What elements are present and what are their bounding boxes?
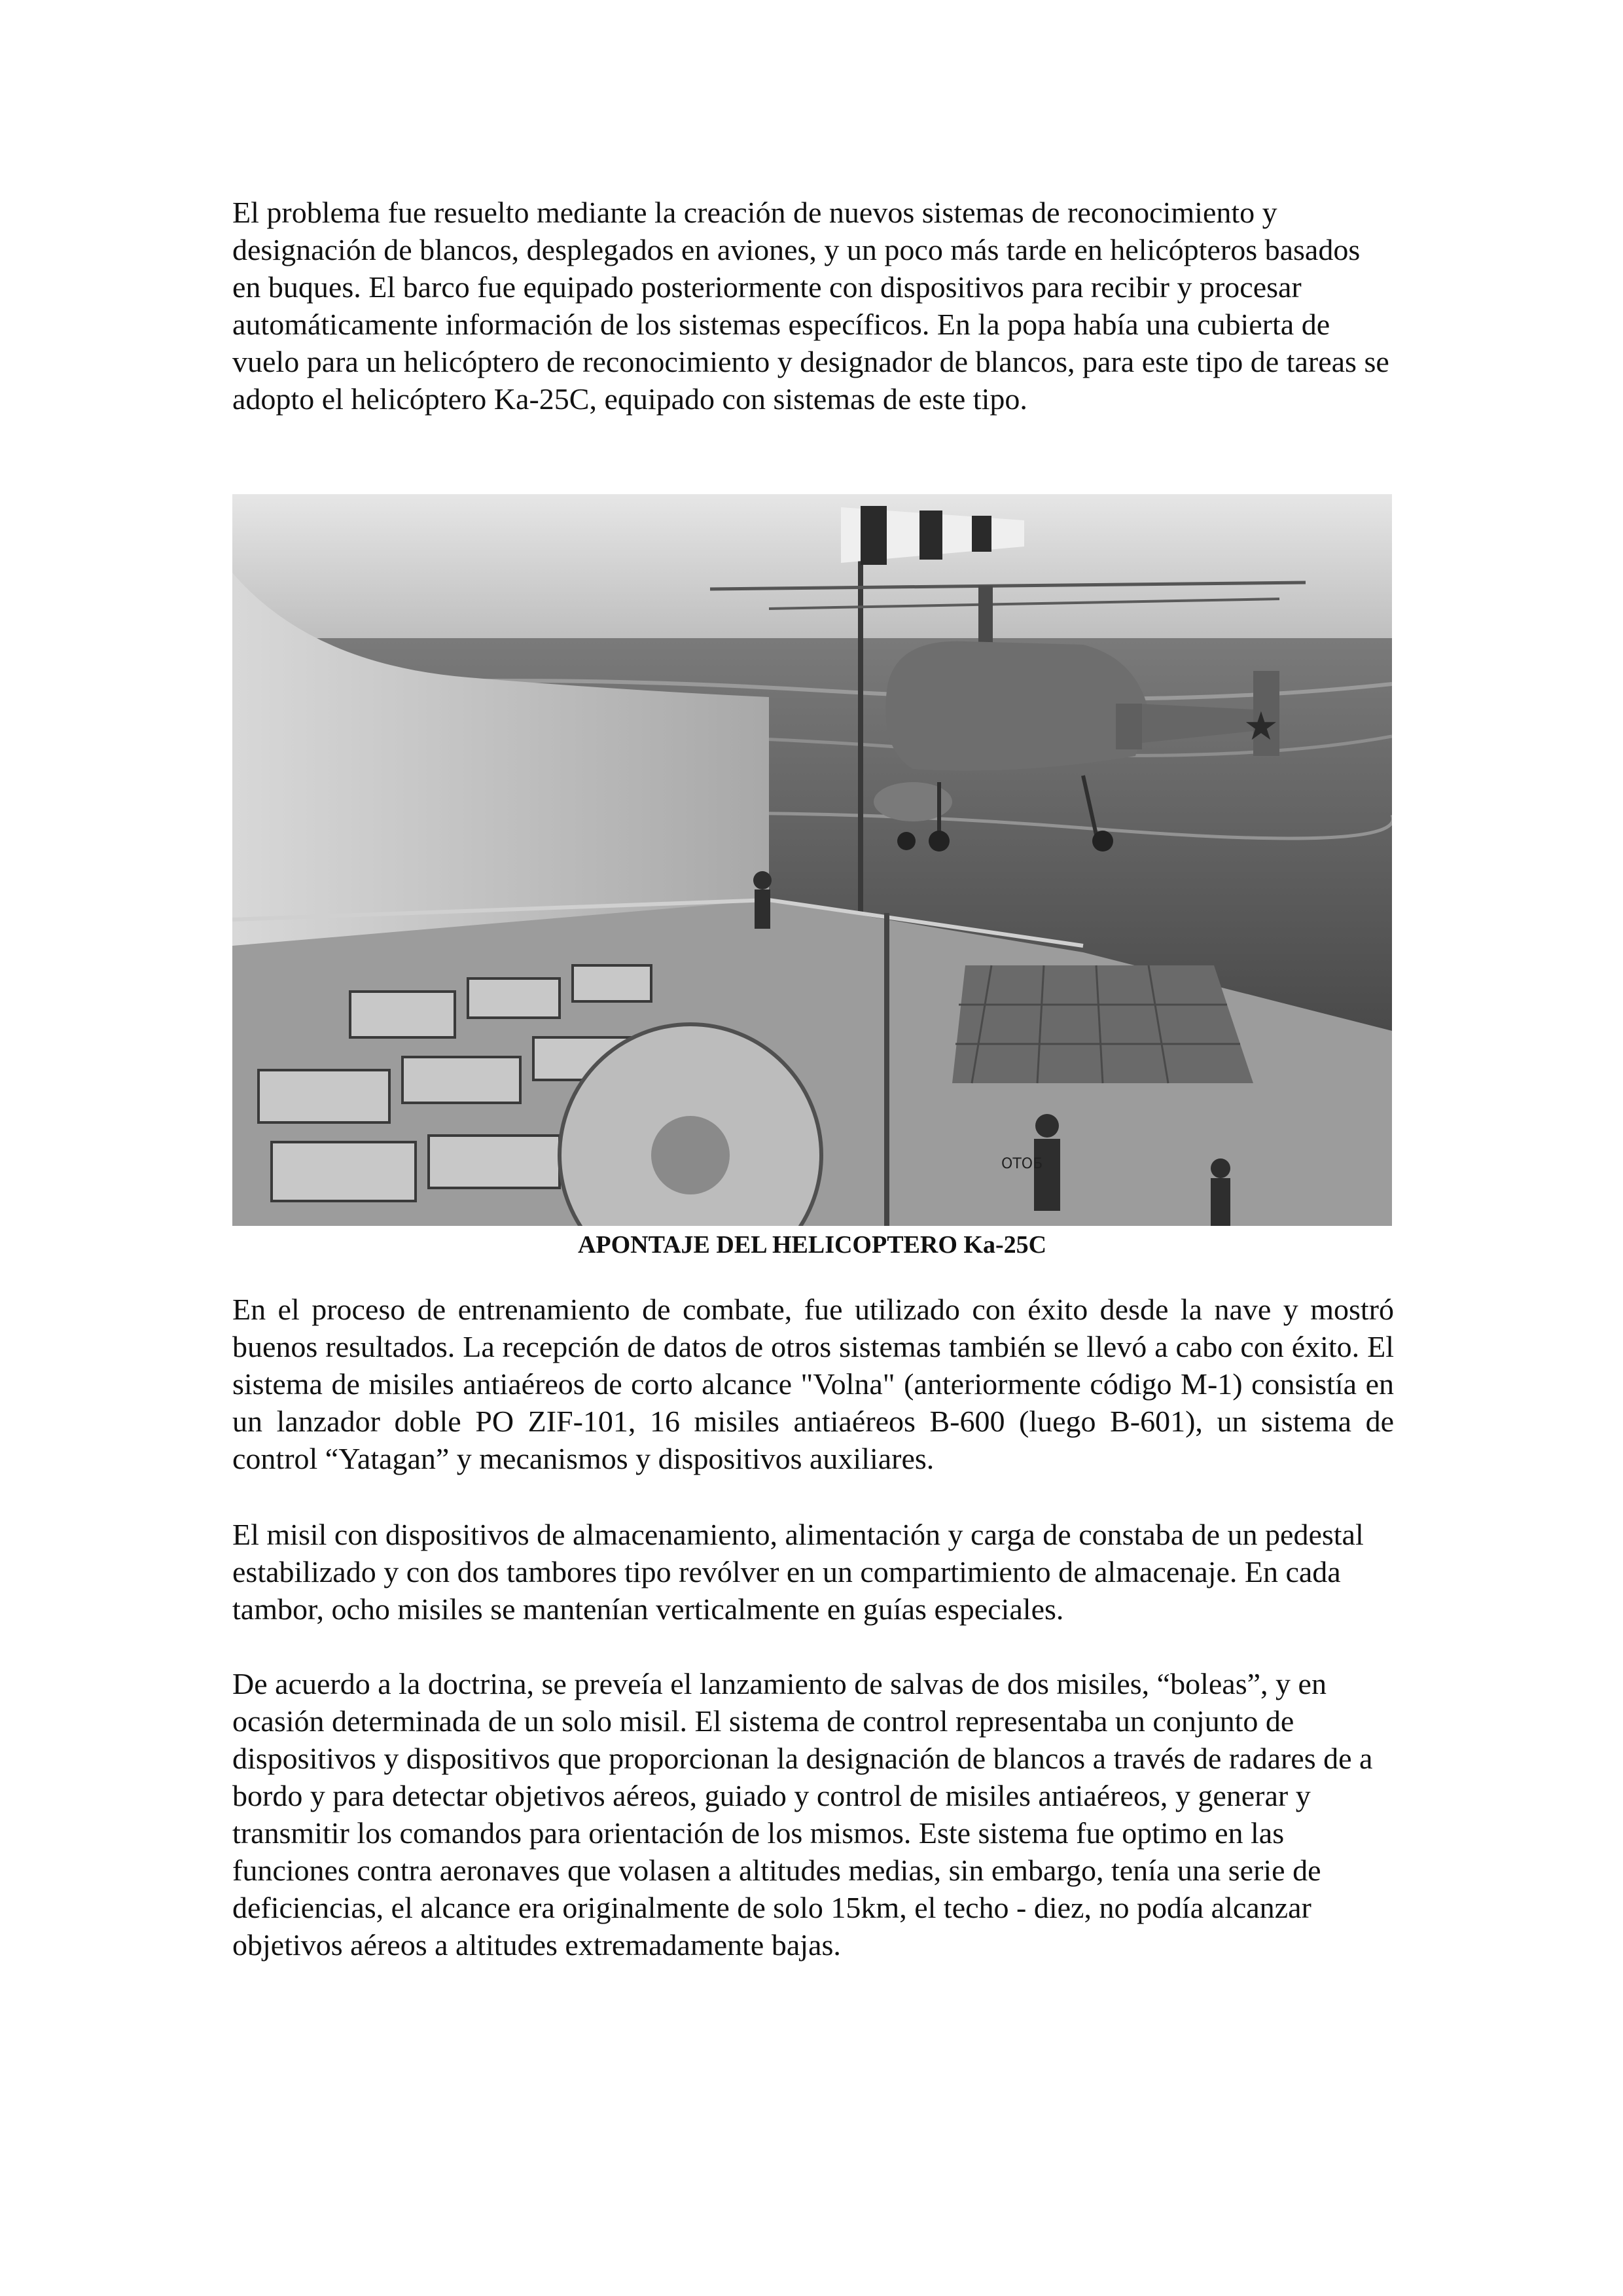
paragraph-launcher: El misil con dispositivos de almacenamiento, alimentación y carga de constaba de un pedestal estabilizado y con dos tambores tipo revólver en un compartimiento de almacenaje. En cada tambor, ocho misiles se mantenían verticalmente en guías especiales. [232, 1518, 1364, 1626]
paragraph-intro: El problema fue resuelto mediante la creación de nuevos sistemas de reconocimiento y designación de blancos, desplegados en aviones, y un poco más tarde en helicópteros basados en buques. El barco fue equipado posteriormente con dispositivos para recibir y procesar automáticamente información de los sistemas específicos. En la popa había una cubierta de vuelo para un helicóptero de reconocimiento y designador de blancos, para este tipo de tareas se adopto el helicóptero Ka-25C, equipado con sistemas de este tipo. [232, 196, 1389, 416]
figure-caption: APONTAJE DEL HELICOPTERO Ka-25C [577, 1231, 1047, 1259]
deck-marking: ОТОБ [1001, 1156, 1043, 1172]
svg-text:★: ★ [1243, 704, 1279, 749]
paragraph-training: En el proceso de entrenamiento de combate, fue utilizado con éxito desde la nave y mostró buenos resultados. La recepción de datos de otros sistemas también se llevó a cabo con éxito. El sistema de misiles antiaéreos de corto alcance "Volna" (anteriormente código M-1) consistía en un lanzador doble PO ZIF-101, 16 misiles antiaéreos B-600 (luego B-601), un sistema de control “Yatagan” y mecanismos y dispositivos auxiliares. [232, 1293, 1394, 1475]
paragraph-doctrine: De acuerdo a la doctrina, se preveía el lanzamiento de salvas de dos misiles, “boleas”, y en ocasión determinada de un solo misil. El sistema de control representaba un conjunto de dispositivos y dispositivos que proporcionan la designación de blancos a través de radares de a bordo y para detectar objetivos aéreos, guiado y control de misiles antiaéreos, y generar y transmitir los comandos para orientación de los mismos. Este sistema fue optimo en las funciones contra aeronaves que volasen a altitudes medias, sin embargo, tenía una serie de deficiencias, el alcance era originalmente de solo 15km, el techo - diez, no podía alcanzar objetivos aéreos a altitudes extremadamente bajas. [232, 1667, 1373, 1962]
helicopter-landing-photo [232, 494, 1392, 1226]
